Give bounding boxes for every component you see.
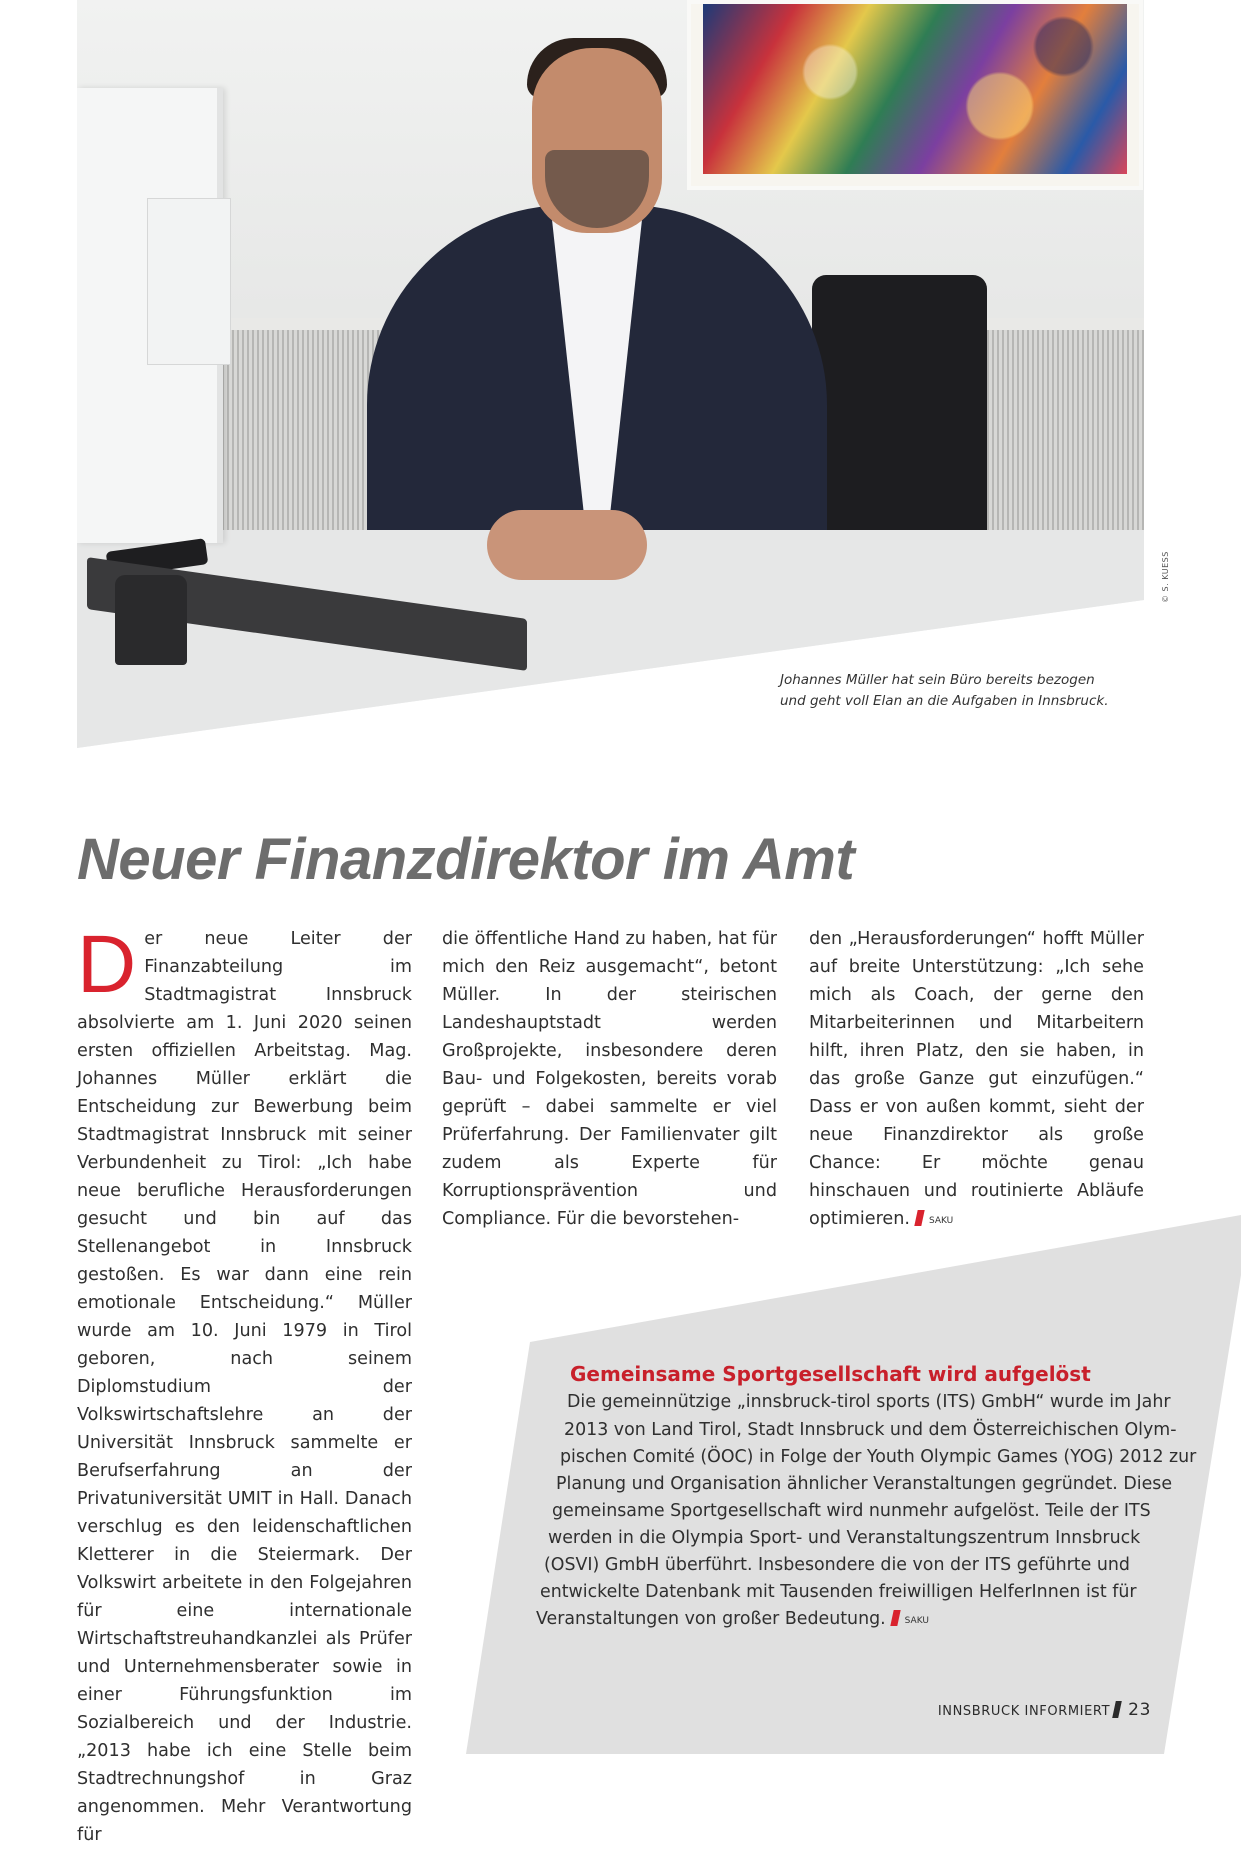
photo-credit: © S. KUESS [1161, 551, 1170, 603]
photo-caption-line: und geht voll Elan an die Aufgaben in Innsbruck. [780, 693, 1109, 709]
infobox-author: SAKU [904, 1616, 929, 1626]
infobox-line: Die gemeinnützige „innsbruck-tirol sports (ITS) GmbH“ wurde im Jahr [567, 1392, 1171, 1412]
infobox-line: pischen Comité (ÖOC) in Folge der Youth Olympic Games (YOG) 2012 zur [560, 1447, 1197, 1467]
infobox-line: 2013 von Land Tirol, Stadt Innsbruck und dem Österreichischen Olym- [564, 1420, 1177, 1440]
drop-cap: D [77, 919, 137, 1010]
publication-name: INNSBRUCK INFORMIERT [937, 1704, 1111, 1719]
photo-hands [487, 510, 647, 580]
article-author: SAKU [928, 1216, 954, 1226]
article-photo [77, 0, 1144, 748]
infobox-line [536, 1606, 929, 1632]
end-mark-icon [890, 1610, 900, 1626]
infobox-line: gemeinsame Sportgesellschaft wird nunmehr aufgelöst. Teile der ITS [552, 1501, 1151, 1521]
infobox-line: Planung und Organisation ähnlicher Veranstaltungen gegründet. Diese [556, 1474, 1173, 1494]
article-column-2-text: die öffentliche Hand zu haben, hat für mich den Reiz ausgemacht“, betont Müller. In der steirischen Landeshauptstadt werden Großprojekte, insbesondere deren Bau- und Folgekosten, bereits vorab geprüft – dabei sammelte er viel Prüferfahrung. Der Familienvater gilt zudem als Experte für Korruptionsprävention und Compliance. Für die bevorstehen- [442, 929, 777, 1229]
photo-painting [687, 0, 1143, 190]
article-column-3-text: den „Herausforderungen“ hofft Müller auf breite Unterstützung: „Ich sehe mich als Coach, der gerne den Mitarbeiterinnen und Mitarbeitern hilft, ihren Platz, den sie haben, in das große Ganze gut einzufügen.“ Dass er von außen kommt, sieht der neue Finanzdirektor als große Chance: Er möchte genau hinschauen und routinierte Abläufe optimieren. [809, 929, 1144, 1229]
article-column-3 [809, 925, 1144, 1233]
infobox-line: (OSVI) GmbH überführt. Insbesondere die von der ITS geführte und [544, 1555, 1130, 1575]
photo-speaker [115, 575, 187, 665]
infobox-title: Gemeinsame Sportgesellschaft wird aufgelöst [570, 1362, 1091, 1386]
end-mark-icon [914, 1210, 924, 1226]
article-column-1-text: er neue Leiter der Finanzabteilung im Stadtmagistrat Innsbruck absolvierte am 1. Juni 2020 seinen ersten offiziellen Arbeitstag. Mag. Johannes Müller erklärt die Entscheidung zur Bewerbung beim Stadtmagistrat Innsbruck mit seiner Verbundenheit zu Tirol: „Ich habe neue berufliche Herausforderungen gesucht und bin auf das Stellenangebot in Innsbruck gestoßen. Es war dann eine rein emotionale Entscheidung.“ Müller wurde am 10. Juni 1979 in Tirol geboren, nach seinem Diplomstudium der Volkswirtschaftslehre an der Universität Innsbruck sammelte er Berufserfahrung an der Privatuniversität UMIT in Hall. Danach verschlug es den leidenschaftlichen Kletterer in die Steiermark. Der Volkswirt arbeitete in den Folgejahren für eine internationale Wirtschaftstreuhandkanzlei als Prüfer und Unternehmensberater sowie in einer Führungsfunktion im Sozialbereich und der Industrie. „2013 habe ich eine Stelle beim Stadtrechnungshof in Graz angenommen. Mehr Verantwortung für [77, 929, 412, 1845]
article-column-1 [77, 919, 412, 1849]
article-headline: Neuer Finanzdirektor im Amt [77, 827, 855, 892]
article-column-2 [442, 925, 777, 1233]
page-footer [938, 1700, 1151, 1720]
page-number: 23 [1128, 1700, 1151, 1720]
photo-caption-line: Johannes Müller hat sein Büro bereits bezogen [780, 672, 1095, 688]
footer-slash-icon [1112, 1701, 1122, 1718]
infobox-line: werden in die Olympia Sport- und Veranstaltungszentrum Innsbruck [548, 1528, 1141, 1548]
photo-caption [780, 670, 1110, 712]
infobox-line: entwickelte Datenbank mit Tausenden freiwilligen HelferInnen ist für [540, 1582, 1137, 1602]
infobox-last-line-text: Veranstaltungen von großer Bedeutung. [536, 1609, 886, 1629]
photo-monitor [77, 88, 223, 543]
